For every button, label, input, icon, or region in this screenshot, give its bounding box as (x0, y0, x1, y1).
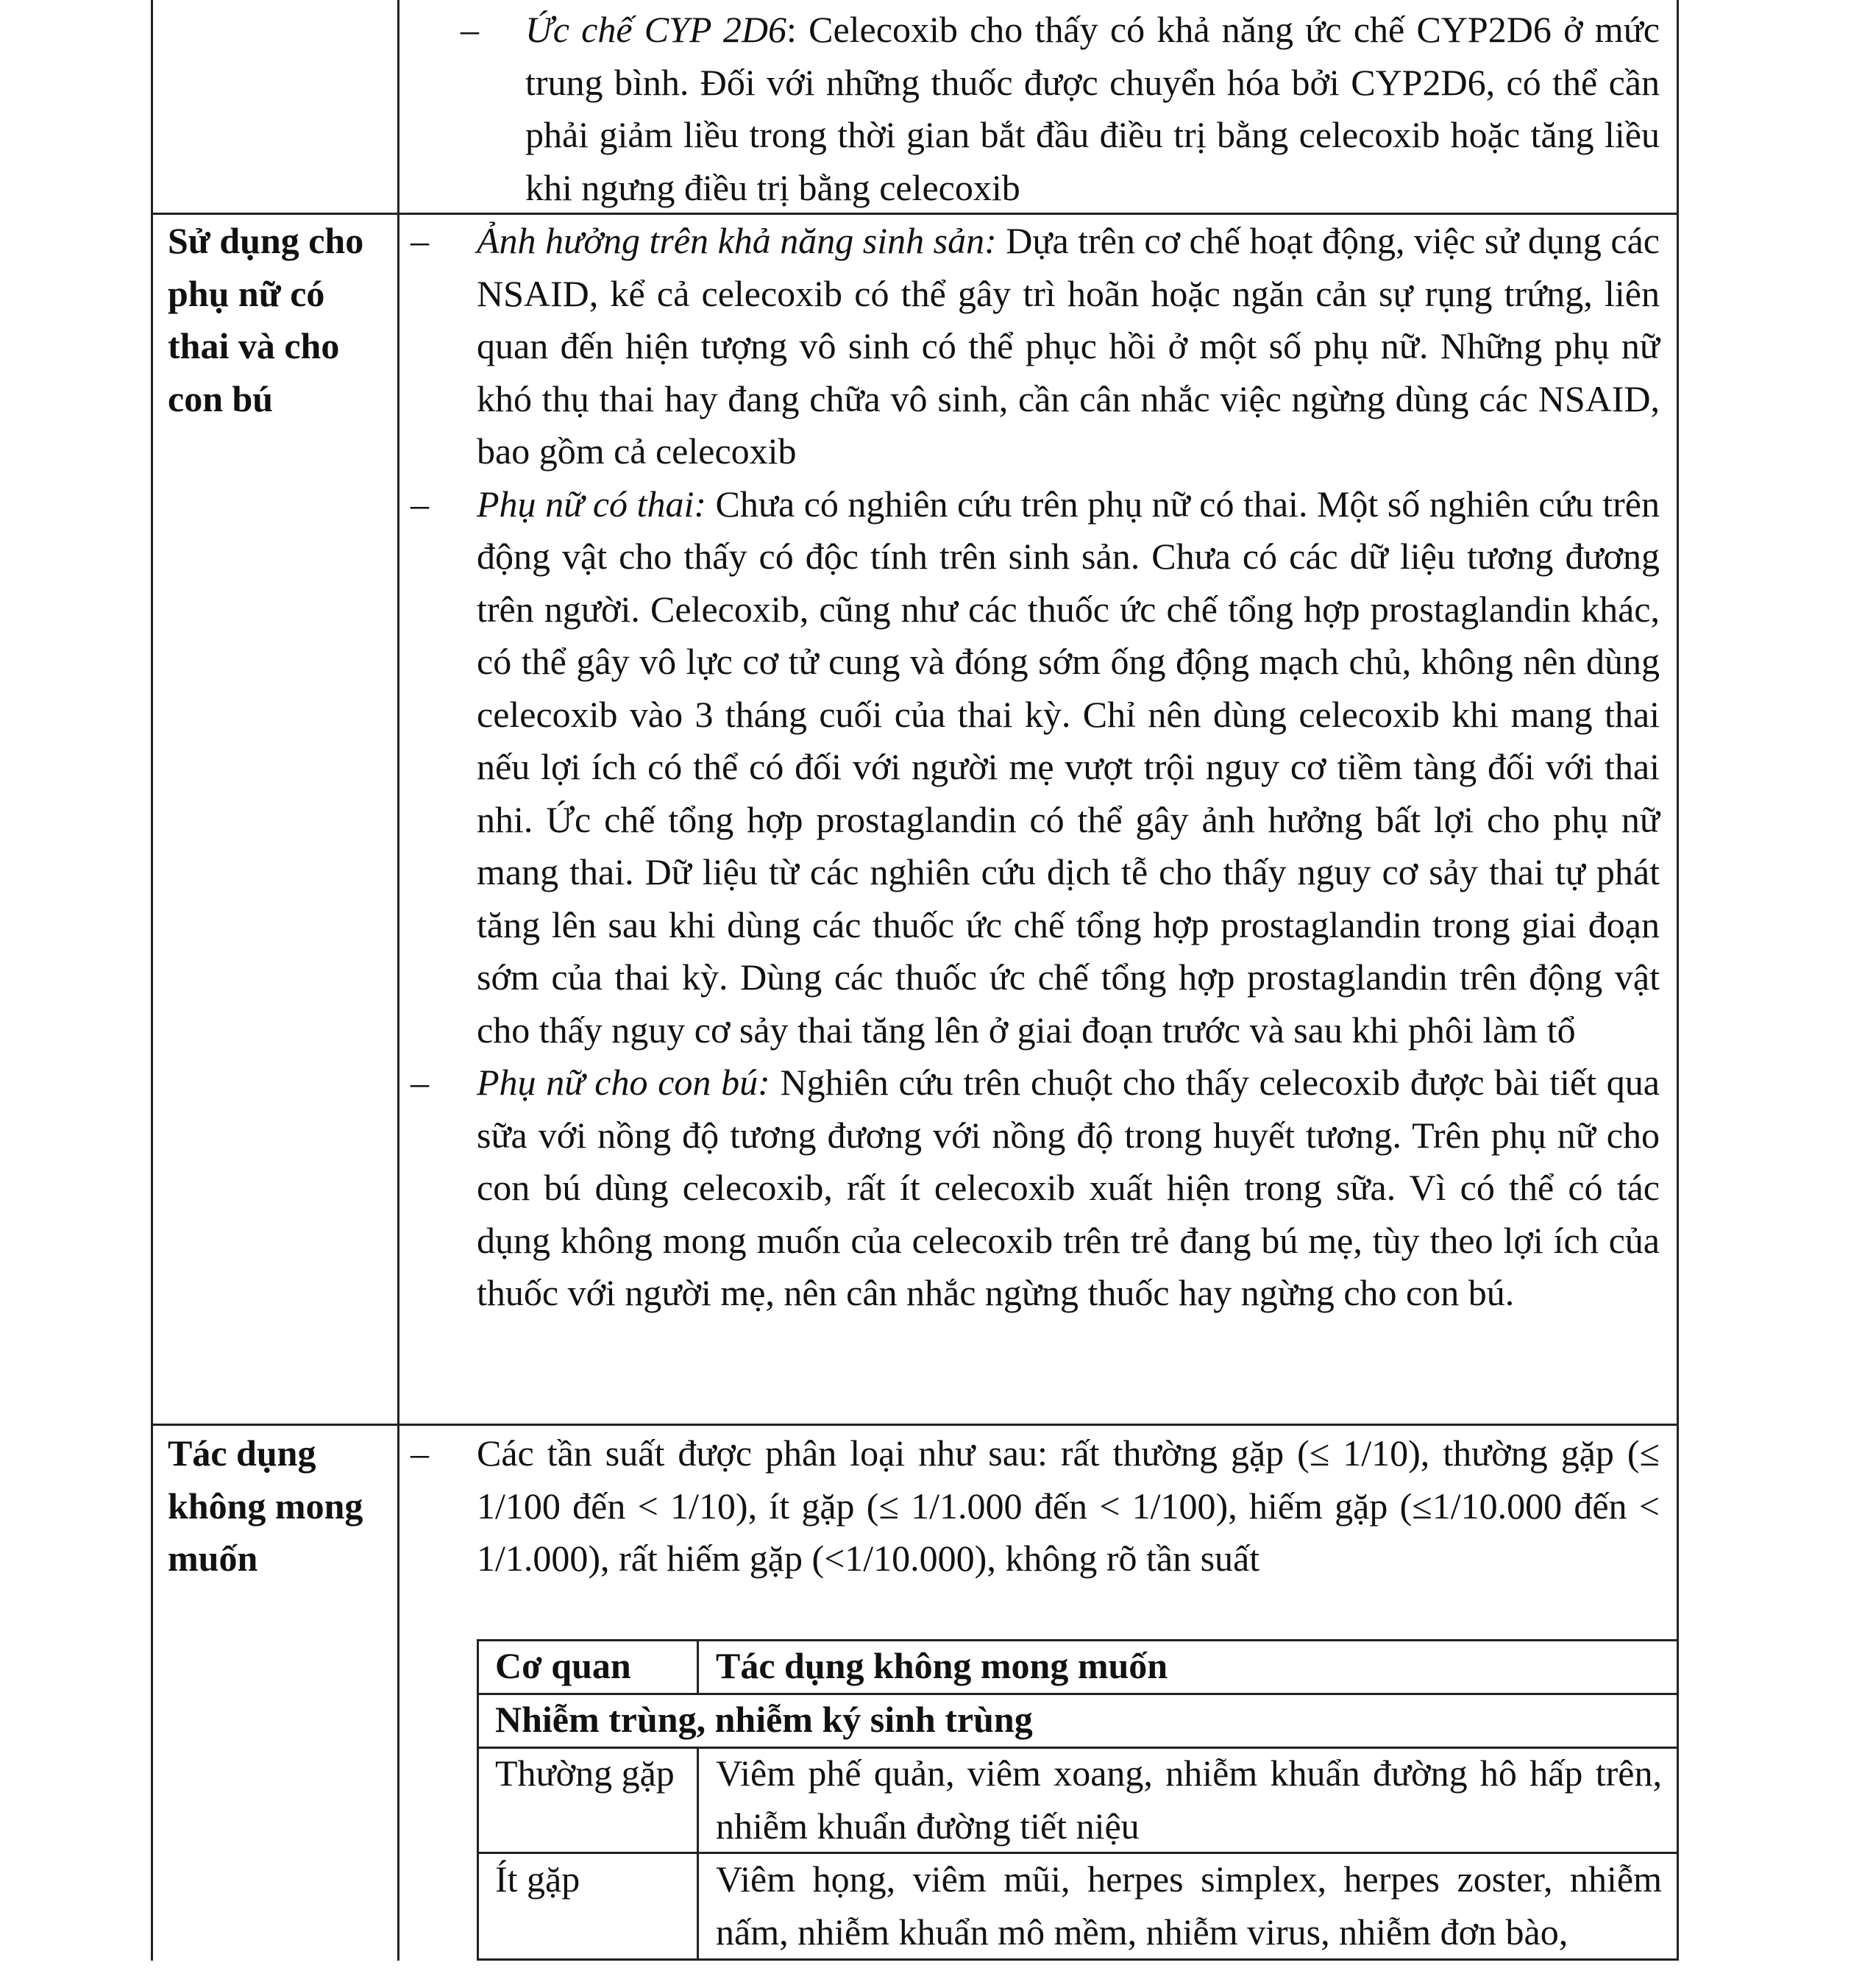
table-row-freq: Ít gặp (495, 1858, 580, 1900)
bullet-body: : Celecoxib cho thấy có khả năng ức chế CYP2D6 ở mức trung bình. Đối với những thuốc được chuyển hóa bởi CYP2D6, có thể cần phải giảm liều trong thời gian bắt đầu điều trị bằng celecoxib hoặc tăng liều khi ngưng điều trị bằng celecoxib (525, 9, 1660, 208)
inner-column-divider-top (697, 1639, 699, 1694)
bullet-text (477, 478, 1660, 1057)
bullet-heading: Ức chế CYP 2D6 (525, 9, 786, 50)
inner-header-effects: Tác dụng không mong muốn (716, 1645, 1168, 1686)
table-row-freq: Thường gặp (495, 1752, 675, 1794)
bullet-dash: – (461, 9, 479, 50)
bullet-heading: Ảnh hưởng trên khả năng sinh sản: (477, 220, 997, 261)
bullet-dash: – (411, 1432, 429, 1474)
row-label-pregnancy: Sử dụng cho phụ nữ có thai và cho con bú (168, 220, 364, 419)
bullet-body: Chưa có nghiên cứu trên phụ nữ có thai. Một số nghiên cứu trên động vật cho thấy có độc tính trên sinh sản. Chưa có các dữ liệu tương đương trên người. Celecoxib, cũng như các thuốc ức chế tổng hợp prostaglandin khác, có thể gây vô lực cơ tử cung và đóng sớm ống động mạch chủ, không nên dùng celecoxib vào 3 tháng cuối của thai kỳ. Chỉ nên dùng celecoxib khi mang thai nếu lợi ích có thể có đối với người mẹ vượt trội nguy cơ tiềm tàng đối với thai nhi. Ức chế tổng hợp prostaglandin có thể gây ảnh hưởng bất lợi cho phụ nữ mang thai. Dữ liệu từ các nghiên cứu dịch tễ cho thấy nguy cơ sảy thai tự phát tăng lên sau khi dùng các thuốc ức chế tổng hợp prostaglandin trong giai đoạn sớm của thai kỳ. Dùng các thuốc ức chế tổng hợp prostaglandin trên động vật cho thấy nguy cơ sảy thai tăng lên ở giai đoạn trước và sau khi phôi làm tổ (477, 483, 1660, 1051)
table-row-effects: Viêm họng, viêm mũi, herpes simplex, herpes zoster, nhiễm nấm, nhiễm khuẩn mô mềm, nhiễm virus, nhiễm đơn bào, (716, 1858, 1662, 1953)
bullet-heading: Phụ nữ cho con bú: (477, 1062, 770, 1103)
bullet-dash: – (411, 220, 429, 261)
table-border-left (151, 0, 153, 1961)
bullet-dash: – (411, 483, 429, 525)
adverse-effects-table (477, 1639, 1679, 1961)
bullet-body: Nghiên cứu trên chuột cho thấy celecoxib được bài tiết qua sữa với nồng độ tương đương với nồng độ trong huyết tương. Trên phụ nữ cho con bú dùng celecoxib, rất ít celecoxib xuất hiện trong sữa. Vì có thể có tác dụng không mong muốn của celecoxib trên trẻ đang bú mẹ, tùy theo lợi ích của thuốc với người mẹ, nên cân nhắc ngừng thuốc hay ngừng cho con bú. (477, 1062, 1660, 1313)
row-2-content (411, 215, 1660, 1320)
row-3-content (411, 1427, 1660, 1585)
bullet-heading: Phụ nữ có thai: (477, 483, 707, 525)
bullet-text (477, 1056, 1660, 1320)
list-item (411, 478, 1660, 1057)
bullet-text (477, 1427, 1660, 1585)
inner-header-organ: Cơ quan (495, 1645, 631, 1686)
row-1-content (461, 4, 1660, 214)
list-item (411, 1056, 1660, 1320)
row-divider-2 (151, 1424, 1679, 1426)
bullet-body: Dựa trên cơ chế hoạt động, việc sử dụng các NSAID, kể cả celecoxib có thể gây trì hoãn hoặc ngăn cản sự rụng trứng, liên quan đến hiện tượng vô sinh có thể phục hồi ở một số phụ nữ. Những phụ nữ khó thụ thai hay đang chữa vô sinh, cần cân nhắc việc ngừng dùng các NSAID, bao gồm cả celecoxib (477, 220, 1660, 472)
list-item (411, 215, 1660, 478)
inner-border-left (477, 1639, 479, 1961)
inner-column-divider-body (697, 1747, 699, 1961)
row-label-adverse-effects: Tác dụng không mong muốn (168, 1432, 363, 1579)
bullet-text (525, 4, 1660, 214)
list-item (411, 1427, 1660, 1585)
bullet-text (477, 215, 1660, 478)
table-row-effects: Viêm phế quản, viêm xoang, nhiễm khuẩn đường hô hấp trên, nhiễm khuẩn đường tiết niệu (716, 1752, 1662, 1847)
table-border-mid (397, 0, 399, 1961)
bullet-body: Các tần suất được phân loại như sau: rất thường gặp (≤ 1/10), thường gặp (≤ 1/100 đến < 1/10), ít gặp (≤ 1/1.000 đến < 1/100), hiếm gặp (≤1/10.000 đến < 1/1.000), rất hiếm gặp (<1/10.000), không rõ tần suất (477, 1432, 1660, 1579)
inner-border-bottom (477, 1958, 1679, 1961)
inner-section-infections: Nhiễm trùng, nhiễm ký sinh trùng (495, 1699, 1033, 1740)
list-item (461, 4, 1660, 214)
bullet-dash: – (411, 1062, 429, 1103)
